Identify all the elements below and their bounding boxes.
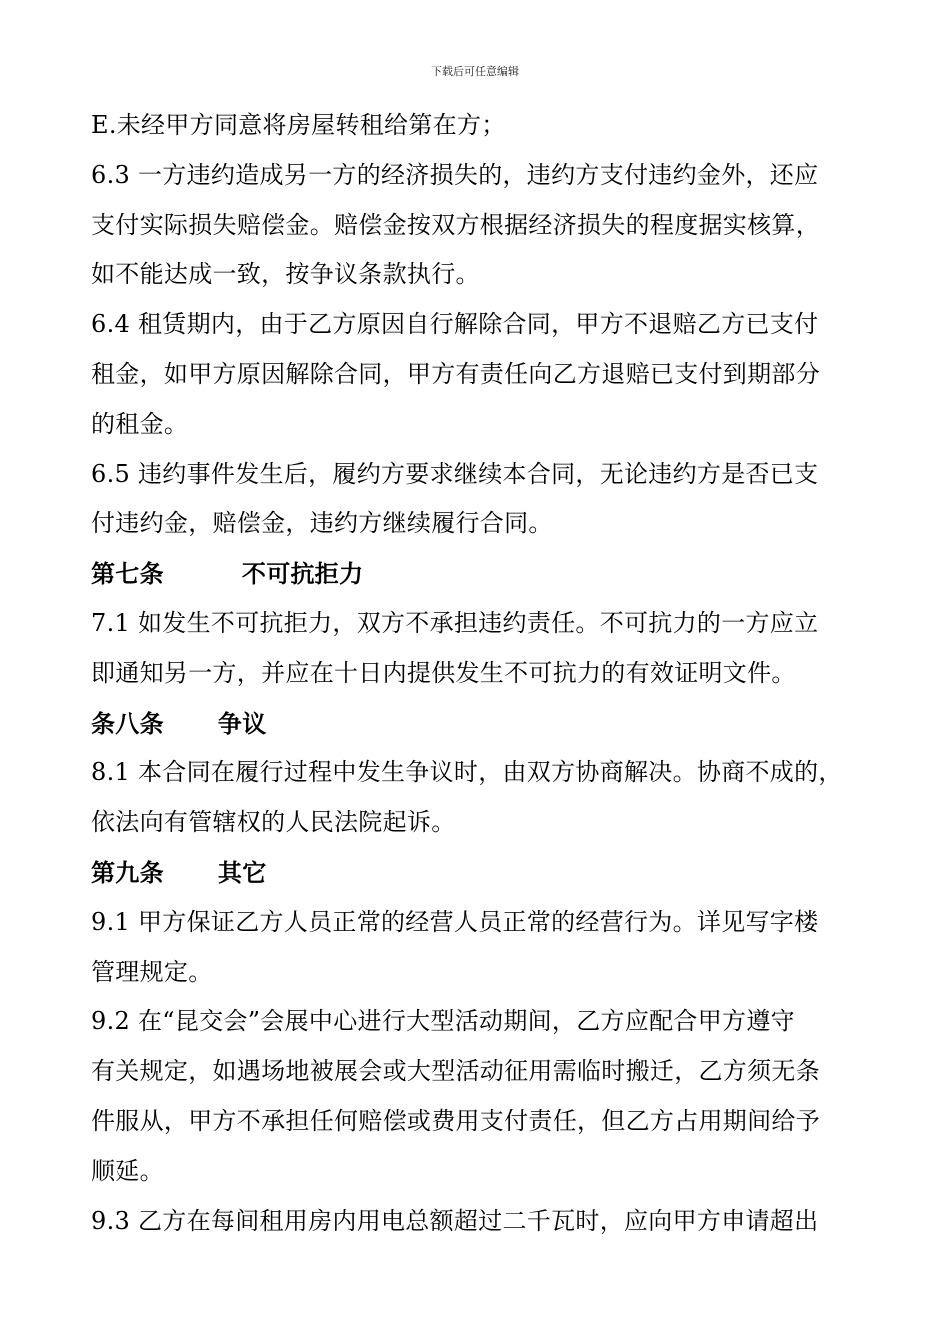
paragraph-line: 依法向有管辖权的人民法院起诉。 [91, 808, 456, 837]
paragraph-line: 如不能达成一致，按争议条款执行。 [91, 260, 480, 289]
article-heading [91, 848, 871, 898]
paragraph-line: 8.1 本合同在履行过程中发生争议时，由双方协商解决。协商不成的， [91, 758, 843, 787]
paragraph-line: 管理规定。 [91, 957, 213, 986]
paragraph-line: 9.2 在“昆交会”会展中心进行大型活动期间，乙方应配合甲方遵守 [91, 1007, 795, 1036]
paragraph-line: 6.4 租赁期内，由于乙方原因自行解除合同，甲方不退赔乙方已支付 [91, 310, 819, 339]
document-body [91, 101, 871, 1246]
article-heading [91, 549, 871, 599]
article-title: 争议 [217, 708, 267, 738]
paragraph-line: 6.3 一方违约造成另一方的经济损失的，违约方支付违约金外，还应 [91, 160, 819, 189]
article-title: 其它 [217, 857, 267, 887]
paragraph-line: 的租金。 [91, 409, 189, 438]
paragraph-line: 支付实际损失赔偿金。赔偿金按双方根据经济损失的程度据实核算， [91, 210, 820, 239]
paragraph-line: 6.5 违约事件发生后，履约方要求继续本合同，无论违约方是否已支 [91, 459, 819, 488]
page-header-note: 下载后可任意编辑 [431, 65, 519, 78]
paragraph-line: 9.1 甲方保证乙方人员正常的经营人员正常的经营行为。详见写字楼 [91, 907, 819, 936]
paragraph-line: 7.1 如发生不可抗拒力，双方不承担违约责任。不可抗力的一方应立 [91, 608, 819, 637]
paragraph-line: 付违约金，赔偿金，违约方继续履行合同。 [91, 509, 553, 538]
article-number: 第九条 [91, 857, 164, 887]
paragraph-line: 租金，如甲方原因解除合同，甲方有责任向乙方退赔已支付到期部分 [91, 359, 820, 388]
paragraph-line: 有关规定，如遇场地被展会或大型活动征用需临时搬迁，乙方须无条 [91, 1057, 820, 1086]
paragraph-line: 即通知另一方，并应在十日内提供发生不可抗力的有效证明文件。 [91, 658, 796, 687]
paragraph-line: 9.3 乙方在每间租用房内用电总额超过二千瓦时，应向甲方申请超出 [91, 1206, 819, 1235]
article-title: 不可抗拒力 [241, 559, 364, 589]
paragraph-line: E.未经甲方同意将房屋转租给第在方； [91, 111, 506, 139]
article-number: 第七条 [91, 559, 164, 589]
paragraph-line: 件服从，甲方不承担任何赔偿或费用支付责任，但乙方占用期间给予 [91, 1106, 820, 1135]
paragraph-line: 顺延。 [91, 1156, 164, 1185]
article-number: 条八条 [91, 708, 164, 738]
article-heading [91, 699, 871, 749]
